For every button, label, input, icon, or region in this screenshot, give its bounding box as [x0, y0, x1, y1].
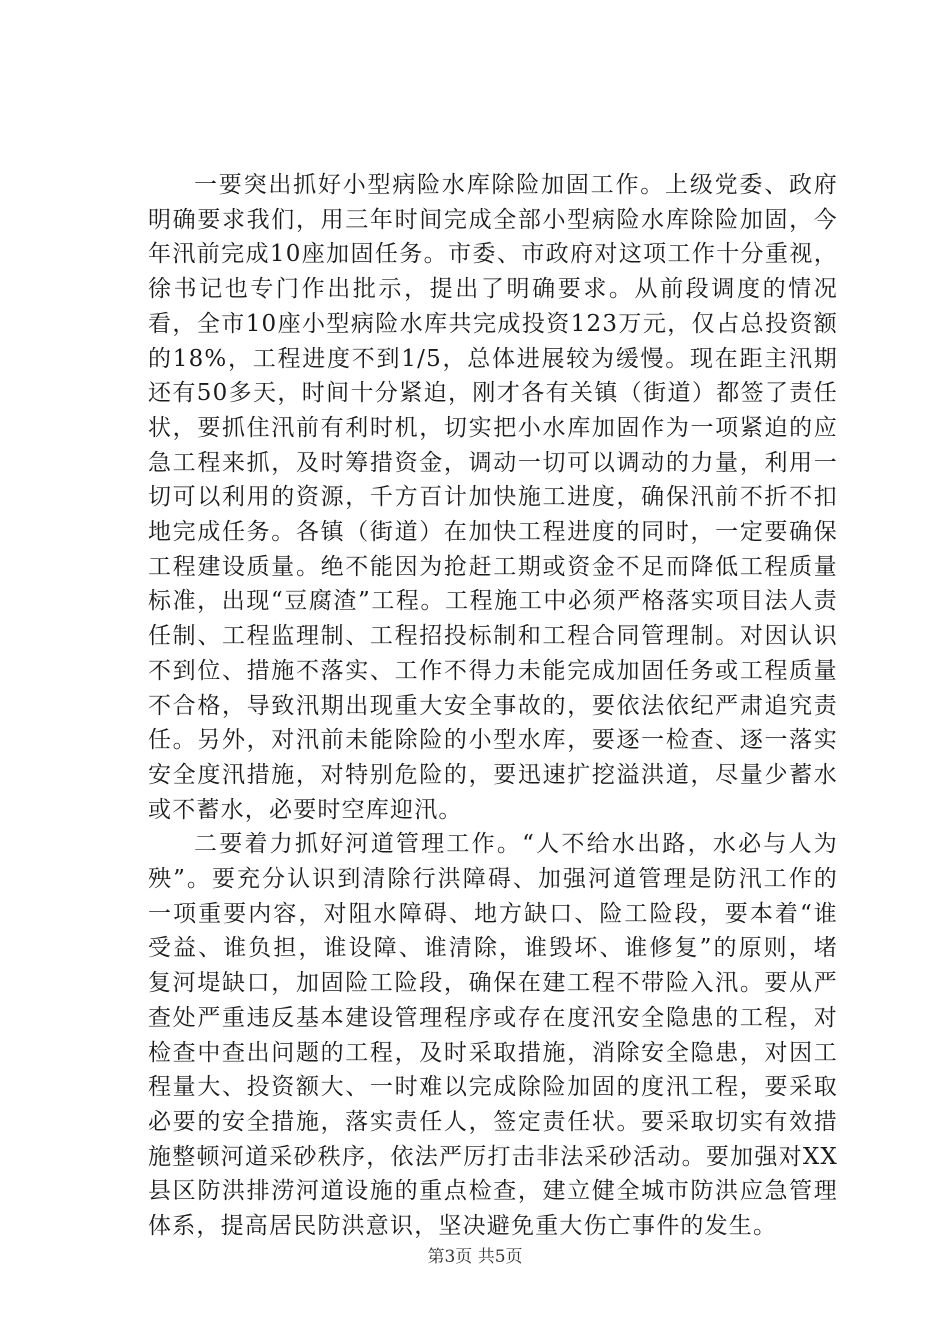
document-body — [148, 168, 838, 1244]
paragraph-reservoir-reinforcement: 一要突出抓好小型病险水库除险加固工作。上级党委、政府明确要求我们，用三年时间完成全部小型病险水库除险加固，今年汛前完成10座加固任务。市委、市政府对这项工作十分重视，徐书记也专门作出批示，提出了明确要求。从前段调度的情况看，全市10座小型病险水库共完成投资123万元，仅占总投资额的18%，工程进度不到1/5，总体进展较为缓慢。现在距主汛期还有50多天，时间十分紧迫，刚才各有关镇（街道）都签了责任状，要抓住汛前有利时机，切实把小水库加固作为一项紧迫的应急工程来抓，及时筹措资金，调动一切可以调动的力量，利用一切可以利用的资源，千方百计加快施工进度，确保汛前不折不扣地完成任务。各镇（街道）在加快工程进度的同时，一定要确保工程建设质量。绝不能因为抢赶工期或资金不足而降低工程质量标准，出现“豆腐渣”工程。工程施工中必须严格落实项目法人责任制、工程监理制、工程招投标制和工程合同管理制。对因认识不到位、措施不落实、工作不得力未能完成加固任务或工程质量不合格，导致汛期出现重大安全事故的，要依法依纪严肃追究责任。另外，对汛前未能除险的小型水库，要逐一检查、逐一落实安全度汛措施，对特别危险的，要迅速扩挖溢洪道，尽量少蓄水或不蓄水，必要时空库迎汛。 — [148, 172, 838, 823]
paragraph-river-management: 二要着力抓好河道管理工作。“人不给水出路，水必与人为殃”。要充分认识到清除行洪障碍、加强河道管理是防汛工作的一项重要内容，对阻水障碍、地方缺口、险工险段，要本着“谁受益、谁负担，谁设障、谁清除，谁毁坏、谁修复”的原则，堵复河堤缺口，加固险工险段，确保在建工程不带险入汛。要从严查处严重违反基本建设管理程序或存在度汛安全隐患的工程，对检查中查出问题的工程，及时采取措施，消除安全隐患，对因工程量大、投资额大、一时难以完成除险加固的度汛工程，要采取必要的安全措施，落实责任人，签定责任状。要采取切实有效措施整顿河道采砂秩序，依法严厉打击非法采砂活动。要加强对XX县区防洪排涝河道设施的重点检查，建立健全城市防洪应急管理体系，提高居民防洪意识，坚决避免重大伤亡事件的发生。 — [148, 831, 838, 1240]
page-number-footer: 第3页 共5页 — [427, 1247, 523, 1267]
